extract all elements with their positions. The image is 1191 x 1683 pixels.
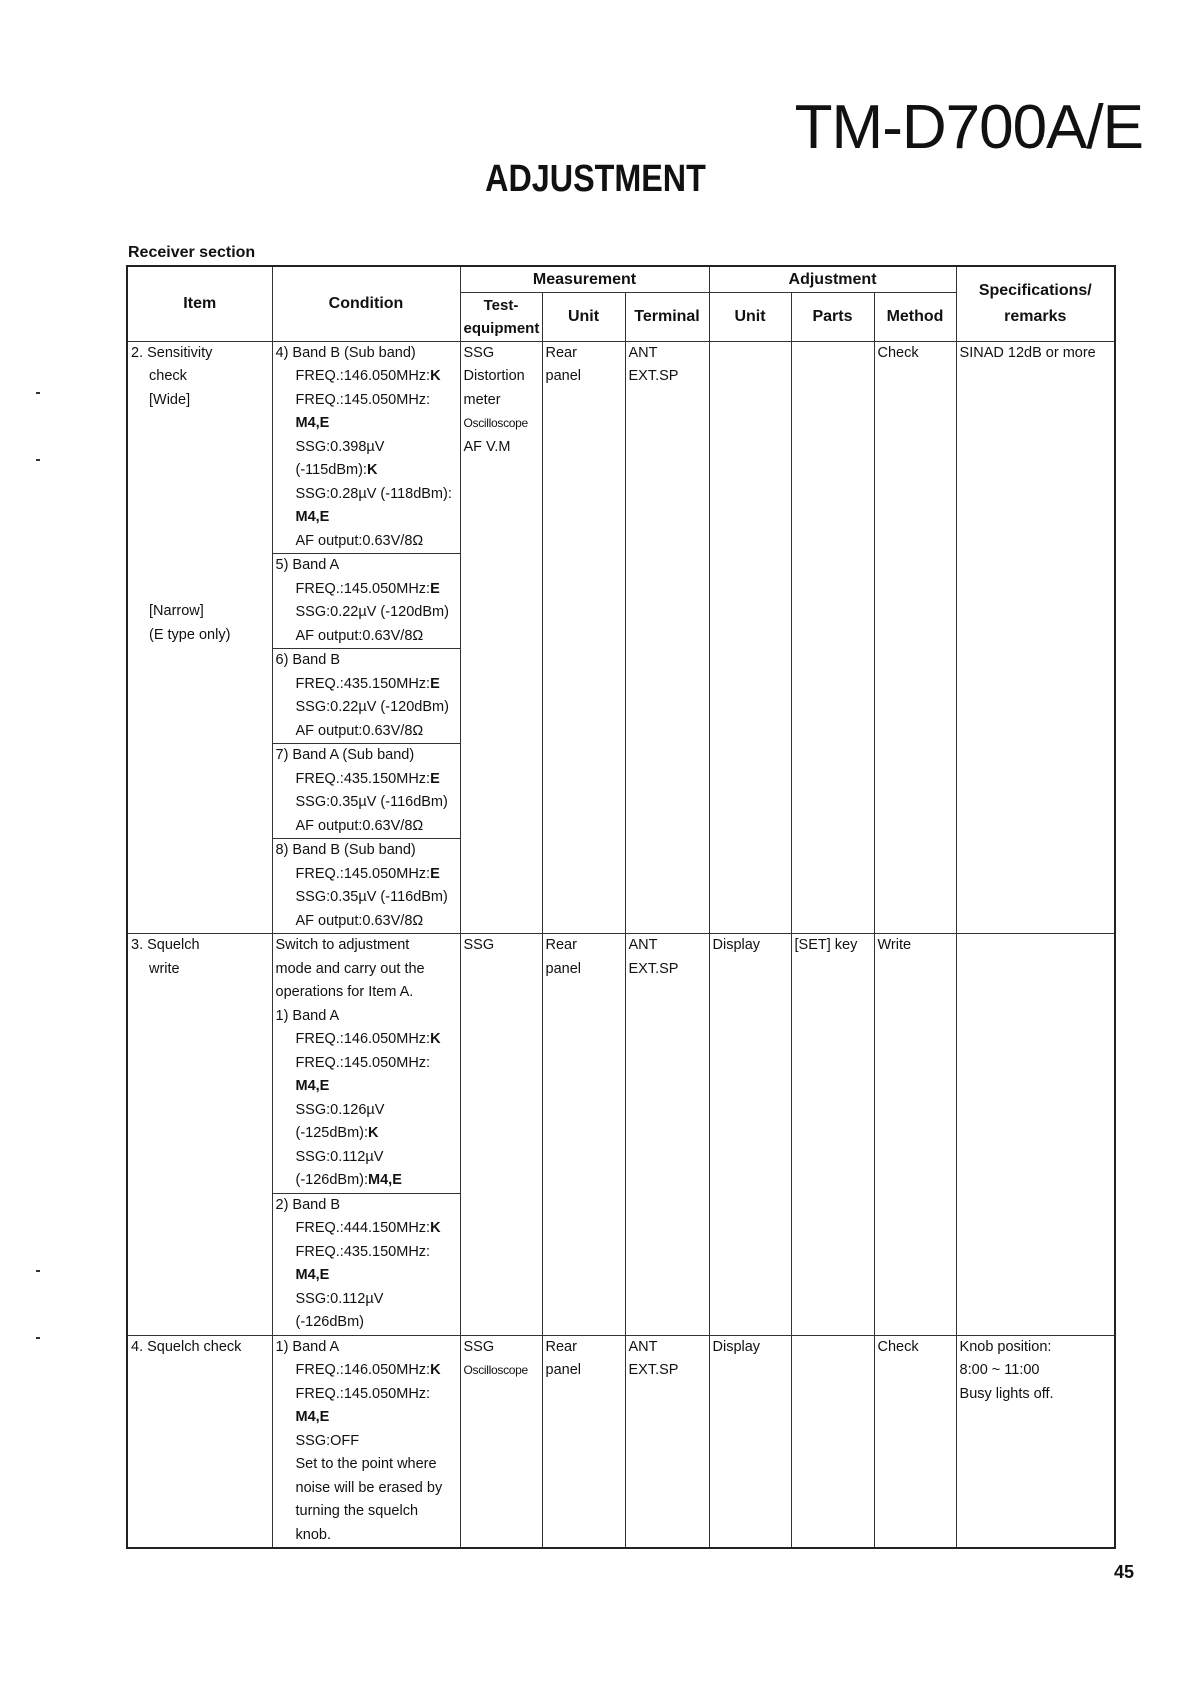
- condition-text: noise will be erased by: [295, 1479, 443, 1496]
- adjustment-table: [126, 265, 1116, 1549]
- type-code: M4,E: [295, 1409, 330, 1425]
- condition-text: SSG:0.35µV (-116dBm): [295, 794, 448, 810]
- terminal-text: EXT.SP: [628, 368, 679, 384]
- unit-text: panel: [545, 368, 581, 384]
- equipment-text: SSG: [463, 937, 495, 953]
- condition-text: (-115dBm):: [295, 462, 367, 478]
- item-text: write: [149, 960, 180, 977]
- model-number: TM-D700A/E: [794, 93, 1143, 162]
- condition-text: SSG:0.35µV (-116dBm): [295, 889, 448, 905]
- type-code: E: [430, 865, 440, 882]
- squelch-check-row: [127, 1335, 1115, 1548]
- item-text: [Wide]: [149, 391, 191, 408]
- test-equipment-sq-check: [460, 1335, 542, 1548]
- condition-text: SSG:0.22µV (-120dBm): [295, 604, 449, 620]
- condition-text: FREQ.:146.050MHz:: [295, 1362, 431, 1378]
- condition-text: SSG:0.126µV: [295, 1101, 385, 1118]
- type-code: K: [368, 1125, 379, 1141]
- col-method: Method: [874, 292, 956, 341]
- method-sq-check: Check: [874, 1335, 956, 1548]
- type-code: K: [430, 1362, 441, 1378]
- item-text: [Narrow]: [149, 603, 204, 619]
- type-code: M4,E: [295, 1078, 330, 1094]
- condition-text: FREQ.:145.050MHz:: [295, 865, 431, 882]
- item-text: (E type only): [149, 626, 231, 643]
- page-title: ADJUSTMENT: [485, 158, 706, 200]
- unit-sensitivity: [542, 341, 625, 934]
- method-sq-write: Write: [874, 934, 956, 1336]
- item-squelch-write: [127, 934, 272, 1336]
- condition-text: FREQ.:435.150MHz:: [295, 675, 431, 692]
- terminal-sq-write: [625, 934, 709, 1336]
- type-code: E: [430, 580, 440, 597]
- item-sensitivity: [127, 341, 272, 934]
- type-code: M4,E: [295, 509, 330, 525]
- item-text: 2. Sensitivity: [131, 344, 213, 361]
- condition-text: FREQ.:145.050MHz:: [295, 1385, 431, 1402]
- equipment-text: SSG: [463, 344, 495, 361]
- margin-mark: [36, 1270, 40, 1272]
- item-text: 4. Squelch check: [131, 1338, 242, 1355]
- condition-text: operations for Item A.: [275, 984, 414, 1000]
- type-code: M4,E: [368, 1172, 402, 1188]
- col-adjustment: Adjustment: [709, 266, 956, 292]
- unit-text: Rear: [545, 1338, 577, 1355]
- adj-unit-sq-write: Display: [709, 934, 791, 1336]
- section-title: Receiver section: [128, 244, 256, 261]
- col-adj-unit: Unit: [709, 292, 791, 341]
- condition-text: AF output:0.63V/8Ω: [295, 817, 424, 834]
- specs-sq-write: [956, 934, 1115, 1336]
- condition-text: SSG:0.22µV (-120dBm): [295, 699, 449, 715]
- condition-text: Set to the point where: [295, 1456, 437, 1472]
- condition-sc-1: [272, 1335, 460, 1548]
- specs-text: 8:00 ~ 11:00: [959, 1362, 1040, 1378]
- equipment-text: SSG: [463, 1338, 495, 1355]
- item-squelch-check: [127, 1335, 272, 1548]
- parts-sensitivity: [791, 341, 874, 934]
- type-code: E: [430, 675, 440, 692]
- unit-text: panel: [545, 960, 581, 977]
- specs-sq-check: [956, 1335, 1115, 1548]
- specs-sensitivity: SINAD 12dB or more: [956, 341, 1115, 934]
- margin-mark: [36, 1337, 40, 1339]
- specs-text: Knob position:: [959, 1338, 1052, 1355]
- condition-text: FREQ.:145.050MHz:: [295, 391, 431, 408]
- condition-text: SSG:0.398µV: [295, 438, 385, 455]
- condition-7: [272, 744, 460, 839]
- condition-text: FREQ.:435.150MHz:: [295, 1243, 431, 1260]
- terminal-text: ANT: [628, 344, 658, 361]
- item-text: check: [149, 368, 187, 384]
- page-number: 45: [1114, 1562, 1135, 1582]
- margin-mark: [36, 459, 40, 461]
- sensitivity-row: [127, 341, 1115, 554]
- col-measurement: Measurement: [460, 266, 709, 292]
- condition-text: FREQ.:146.050MHz:: [295, 1031, 431, 1047]
- unit-text: Rear: [545, 937, 577, 953]
- condition-text: 5) Band A: [275, 557, 340, 573]
- condition-text: Switch to adjustment: [275, 937, 410, 953]
- condition-text: AF output:0.63V/8Ω: [295, 532, 424, 549]
- col-test-equipment: Test- equipment: [460, 292, 542, 341]
- condition-text: knob.: [295, 1526, 331, 1543]
- condition-text: FREQ.:435.150MHz:: [295, 770, 431, 787]
- condition-text: 4) Band B (Sub band): [275, 344, 416, 361]
- equipment-text: Oscilloscope: [463, 1363, 528, 1377]
- condition-text: 1) Band A: [275, 1338, 340, 1355]
- condition-text: FREQ.:146.050MHz:: [295, 368, 431, 384]
- equipment-text: AF V.M: [463, 438, 511, 455]
- adj-unit-sensitivity: [709, 341, 791, 934]
- type-code: K: [366, 462, 378, 478]
- condition-4: [272, 341, 460, 554]
- method-sensitivity: Check: [874, 341, 956, 934]
- parts-sq-check: [791, 1335, 874, 1548]
- item-text: 3. Squelch: [131, 937, 200, 953]
- equipment-text: Distortion: [463, 368, 525, 384]
- condition-text: SSG:0.28µV (-118dBm):: [295, 485, 452, 502]
- condition-text: (-126dBm):: [295, 1172, 369, 1188]
- terminal-text: EXT.SP: [628, 960, 679, 977]
- type-code: K: [430, 1220, 441, 1236]
- unit-text: Rear: [545, 344, 577, 361]
- terminal-text: ANT: [628, 1338, 658, 1355]
- col-parts: Parts: [791, 292, 874, 341]
- condition-text: 7) Band A (Sub band): [275, 747, 415, 763]
- type-code: M4,E: [295, 415, 330, 431]
- condition-5: [272, 554, 460, 649]
- condition-text: (-125dBm):: [295, 1125, 369, 1141]
- squelch-write-row: [127, 934, 1115, 1194]
- type-code: E: [430, 770, 440, 787]
- type-code: M4,E: [295, 1267, 330, 1283]
- col-specs: Specifications/ remarks: [956, 266, 1115, 341]
- condition-text: turning the squelch: [295, 1503, 419, 1519]
- unit-text: panel: [545, 1362, 581, 1378]
- unit-sq-write: [542, 934, 625, 1336]
- condition-text: (-126dBm): [295, 1314, 364, 1330]
- condition-text: SSG:OFF: [295, 1432, 360, 1449]
- header-row-1: [127, 266, 1115, 292]
- type-code: K: [430, 368, 441, 384]
- col-terminal: Terminal: [625, 292, 709, 341]
- unit-sq-check: [542, 1335, 625, 1548]
- condition-text: FREQ.:444.150MHz:: [295, 1220, 431, 1236]
- condition-text: FREQ.:145.050MHz:: [295, 580, 431, 597]
- parts-sq-write: [SET] key: [791, 934, 874, 1336]
- margin-mark: [36, 392, 40, 394]
- type-code: K: [430, 1031, 441, 1047]
- condition-text: mode and carry out the: [275, 960, 425, 977]
- condition-text: FREQ.:145.050MHz:: [295, 1054, 431, 1071]
- condition-text: 8) Band B (Sub band): [275, 842, 416, 858]
- condition-text: 6) Band B: [275, 652, 340, 668]
- condition-8: [272, 839, 460, 934]
- condition-text: SSG:0.112µV: [295, 1148, 384, 1165]
- specs-text: Busy lights off.: [959, 1385, 1054, 1402]
- equipment-text: meter: [463, 391, 501, 408]
- col-unit: Unit: [542, 292, 625, 341]
- terminal-sq-check: [625, 1335, 709, 1548]
- test-equipment-sensitivity: [460, 341, 542, 934]
- condition-6: [272, 649, 460, 744]
- terminal-text: ANT: [628, 937, 658, 953]
- condition-text: SSG:0.112µV: [295, 1290, 384, 1307]
- equipment-text: Oscilloscope: [463, 416, 528, 430]
- condition-sq-2: [272, 1193, 460, 1335]
- condition-text: 1) Band A: [275, 1007, 340, 1024]
- condition-text: AF output:0.63V/8Ω: [295, 722, 424, 739]
- col-item: Item: [127, 266, 272, 341]
- terminal-sensitivity: [625, 341, 709, 934]
- col-condition: Condition: [272, 266, 460, 341]
- condition-sq-1: [272, 934, 460, 1194]
- condition-text: 2) Band B: [275, 1196, 340, 1213]
- terminal-text: EXT.SP: [628, 1362, 679, 1378]
- test-equipment-sq-write: [460, 934, 542, 1336]
- adj-unit-sq-check: Display: [709, 1335, 791, 1548]
- condition-text: AF output:0.63V/8Ω: [295, 627, 424, 644]
- condition-text: AF output:0.63V/8Ω: [295, 912, 424, 929]
